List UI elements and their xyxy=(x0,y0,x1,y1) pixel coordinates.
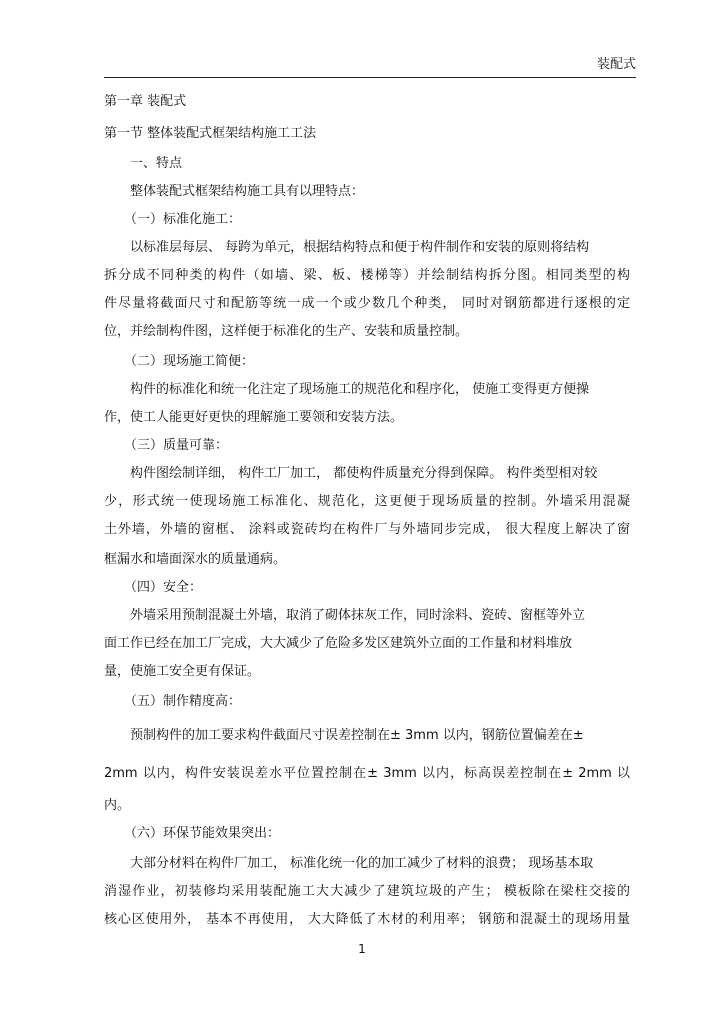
paragraph-line: 件尽量将截面尺寸和配筋等统一成一个或少数几个种类， 同时对钢筋都进行逐根的定 xyxy=(104,296,630,311)
paragraph-line: 预制构件的加工要求构件截面尺寸误差控制在± 3mm 以内，钢筋位置偏差在± xyxy=(130,728,584,743)
paragraph-line: 2mm 以内，构件安装误差水平位置控制在± 3mm 以内，标高误差控制在± 2mm 以 xyxy=(104,766,630,781)
paragraph-line: 量，使施工安全更有保证。 xyxy=(104,664,261,679)
item-heading: （五）制作精度高： xyxy=(124,694,242,709)
page-number: 1 xyxy=(358,942,366,956)
intro-paragraph: 整体装配式框架结构施工具有以理特点： xyxy=(130,184,365,199)
paragraph-line: 外墙采用预制混凝土外墙，取消了砌体抹灰工作，同时涂料、瓷砖、窗框等外立 xyxy=(130,608,586,623)
paragraph-line: 拆分成不同种类的构件（如墙、梁、板、楼梯等）并绘制结构拆分图。相同类型的构 xyxy=(104,268,630,283)
item-heading: （六）环保节能效果突出： xyxy=(124,826,281,841)
header-title: 装配式 xyxy=(596,57,636,72)
chapter-title: 第一章 装配式 xyxy=(104,94,187,109)
paragraph-line: 土外墙，外墙的窗框、 涂料或瓷砖均在构件厂与外墙同步完成， 很大程度上解决了窗 xyxy=(104,522,630,537)
paragraph-line: 以标准层每层、 每跨为单元，根据结构特点和便于构件制作和安装的原则将结构 xyxy=(130,240,590,255)
paragraph-line: 核心区使用外， 基本不再使用， 大大降低了木材的利用率； 钢筋和混凝土的现场用量 xyxy=(104,912,630,927)
paragraph-line: 内。 xyxy=(104,798,131,813)
item-heading: （一）标准化施工： xyxy=(124,212,242,227)
item-heading: （三）质量可靠： xyxy=(124,438,229,453)
header-rule xyxy=(104,77,636,78)
paragraph-line: 消湿作业，初装修均采用装配施工大大减少了建筑垃圾的产生； 模板除在梁柱交接的 xyxy=(104,884,630,899)
item-heading: （二）现场施工简便： xyxy=(124,354,255,369)
paragraph-line: 大部分材料在构件厂加工， 标准化统一化的加工减少了材料的浪费； 现场基本取 xyxy=(130,856,594,871)
paragraph-line: 少，形式统一使现场施工标准化、规范化，这更便于现场质量的控制。外墙采用混凝 xyxy=(104,494,630,509)
item-heading: （四）安全： xyxy=(124,580,203,595)
section-title: 第一节 整体装配式框架结构施工工法 xyxy=(104,126,317,141)
paragraph-line: 构件的标准化和统一化注定了现场施工的规范化和程序化， 使施工变得更方便操 xyxy=(130,382,590,397)
paragraph-line: 框漏水和墙面深水的质量通病。 xyxy=(104,552,287,567)
paragraph-line: 作，使工人能更好更快的理解施工要领和安装方法。 xyxy=(104,410,404,425)
subsection-title: 一、特点 xyxy=(130,156,183,171)
paragraph-line: 面工作已经在加工厂完成，大大减少了危险多发区建筑外立面的工作量和材料堆放 xyxy=(104,636,573,651)
paragraph-line: 构件图绘制详细， 构件工厂加工， 都使构件质量充分得到保障。 构件类型相对较 xyxy=(130,466,598,481)
paragraph-line: 位，并绘制构件图，这样便于标准化的生产、安装和质量控制。 xyxy=(104,324,469,339)
